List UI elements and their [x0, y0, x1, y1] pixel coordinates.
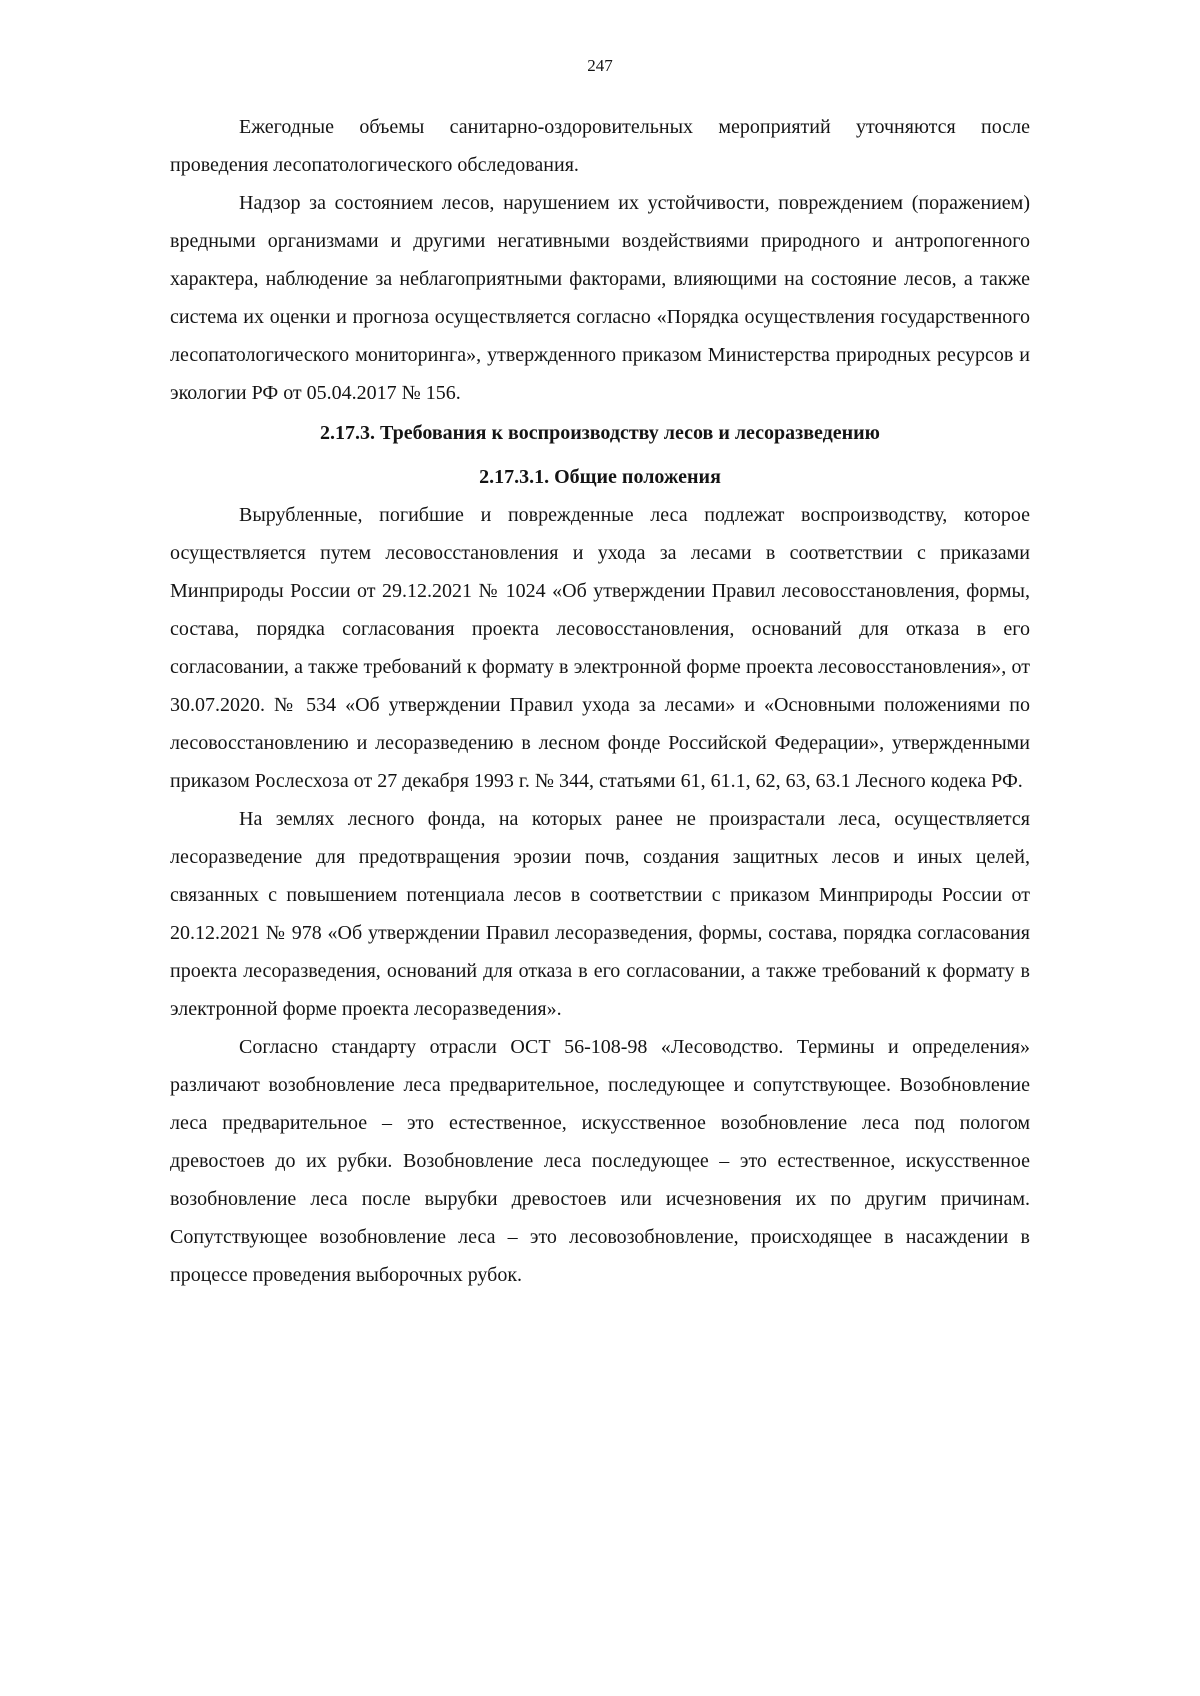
document-page — [170, 40, 1030, 1660]
paragraph-annual-volumes: Ежегодные объемы санитарно-оздоровительных мероприятий уточняются после проведения лесопатологического обследования. — [170, 116, 1030, 176]
paragraph-forest-supervision: Надзор за состоянием лесов, нарушением их устойчивости, повреждением (поражением) вредными организмами и другими негативными воздействиями природного и антропогенного характера, наблюдение за неблагоприятными факторами, влияющими на состояние лесов, а также система их оценки и прогноза осуществляется согласно «Порядка осуществления государственного лесопатологического мониторинга», утвержденного приказом Министерства природных ресурсов и экологии РФ от 05.04.2017 № 156. — [170, 192, 1030, 404]
section-heading: 2.17.3. Требования к воспроизводству лесов и лесоразведению — [320, 422, 880, 444]
subsection-heading: 2.17.3.1. Общие положения — [479, 466, 721, 488]
page-number: 247 — [587, 56, 613, 75]
paragraph-reproduction: Вырубленные, погибшие и поврежденные леса подлежат воспроизводству, которое осуществляется путем лесовосстановления и ухода за лесами в соответствии с приказами Минприроды России от 29.12.2021 № 1024 «Об утверждении Правил лесовосстановления, формы, состава, порядка согласования проекта лесовосстановления, оснований для отказа в его согласовании, а также требований к формату в электронной форме проекта лесовосстановления», от 30.07.2020. № 534 «Об утверждении Правил ухода за лесами» и «Основными положениями по лесовосстановлению и лесоразведению в лесном фонде Российской Федерации», утвержденными приказом Рослесхоза от 27 декабря 1993 г. № 344, статьями 61, 61.1, 62, 63, 63.1 Лесного кодека РФ. — [170, 504, 1030, 792]
paragraph-regeneration-types: Согласно стандарту отрасли ОСТ 56-108-98 «Лесоводство. Термины и определения» различают возобновление леса предварительное, последующее и сопутствующее. Возобновление леса предварительное – это естественное, искусственное возобновление леса под пологом древостоев до их рубки. Возобновление леса последующее – это естественное, искусственное возобновление леса после вырубки древостоев или исчезновения их по другим причинам. Сопутствующее возобновление леса – это лесовозобновление, происходящее в насаждении в процессе проведения выборочных рубок. — [170, 1036, 1030, 1286]
paragraph-afforestation: На землях лесного фонда, на которых ранее не произрастали леса, осуществляется лесоразведение для предотвращения эрозии почв, создания защитных лесов и иных целей, связанных с повышением потенциала лесов в соответствии с приказом Минприроды России от 20.12.2021 № 978 «Об утверждении Правил лесоразведения, формы, состава, порядка согласования проекта лесоразведения, оснований для отказа в его согласовании, а также требований к формату в электронной форме проекта лесоразведения». — [170, 808, 1030, 1020]
